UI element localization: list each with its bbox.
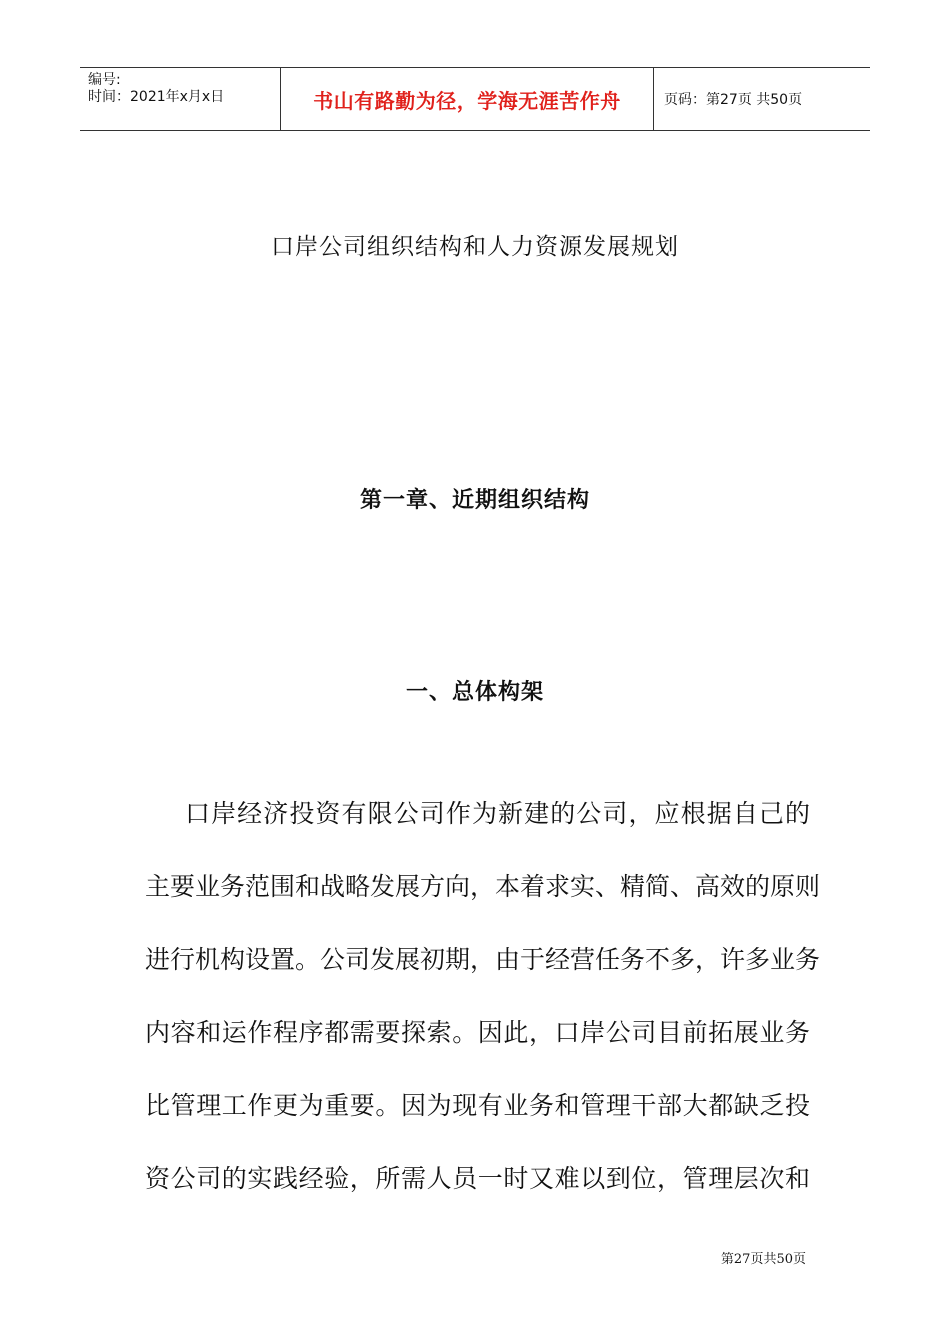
chapter-heading: 第一章、近期组织结构 [359, 488, 590, 513]
paragraph-line: 主要业务范围和战略发展方向，本着求实、精简、高效的原则 [145, 872, 821, 901]
document-title: 口岸公司组织结构和人力资源发展规划 [271, 234, 679, 260]
paragraph-line: 资公司的实践经验，所需人员一时又难以到位，管理层次和 [145, 1164, 810, 1193]
paragraph-line: 内容和运作程序都需要探索。因此，口岸公司目前拓展业务 [145, 1018, 810, 1047]
paragraph-line: 进行机构设置。公司发展初期，由于经营任务不多，许多业务 [145, 945, 821, 974]
paragraph-line: 比管理工作更为重要。因为现有业务和管理干部大都缺乏投 [145, 1091, 810, 1120]
body-paragraph [145, 797, 821, 1235]
header-motto-cell [281, 68, 654, 130]
paragraph-line: 口岸经济投资有限公司作为新建的公司，应根据自己的 [185, 799, 810, 828]
header-page-cell [654, 68, 870, 130]
section-heading: 一、总体构架 [405, 680, 544, 705]
header-motto: 书山有路勤为径，学海无涯苦作舟 [313, 88, 621, 113]
page-footer: 第27页共50页 [720, 1252, 806, 1267]
document-number-label: 编号: [88, 72, 121, 88]
page-header [80, 67, 870, 131]
header-page-code: 页码：第27页 共50页 [664, 92, 803, 108]
header-meta-cell [80, 68, 281, 130]
document-time-label: 时间：2021年x月x日 [88, 89, 225, 105]
